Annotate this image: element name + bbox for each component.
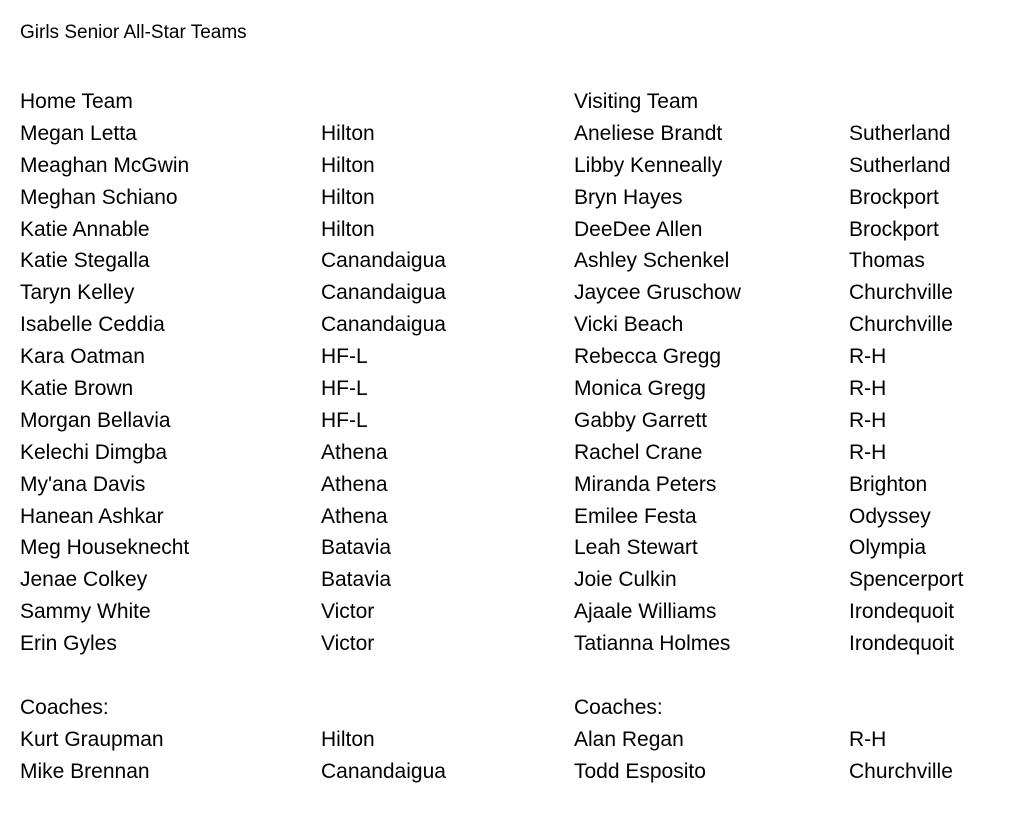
home-player-name: Sammy White (20, 600, 151, 624)
visiting-player-school: R-H (849, 408, 887, 432)
visiting-player-school: Sutherland (849, 153, 951, 177)
visiting-player-name: Bryn Hayes (574, 185, 683, 209)
visiting-coaches-label: Coaches: (574, 695, 663, 719)
home-player-name: Taryn Kelley (20, 281, 135, 305)
visiting-player-school: R-H (849, 440, 887, 464)
home-player-name: Katie Stegalla (20, 249, 150, 273)
visiting-player-school: Thomas (849, 249, 925, 273)
visiting-player-name: Leah Stewart (574, 536, 698, 560)
home-player-school: Batavia (321, 536, 392, 560)
visiting-player-school: Olympia (849, 536, 927, 560)
visiting-player-school: Irondequoit (849, 600, 955, 624)
home-player-name: Jenae Colkey (20, 568, 148, 592)
home-player-school: HF-L (321, 377, 368, 401)
home-team-schools-column (321, 86, 446, 788)
visiting-team-header: Visiting Team (574, 90, 699, 113)
visiting-player-name: Vicki Beach (574, 313, 684, 337)
visiting-player-name: Emilee Festa (574, 504, 697, 528)
visiting-player-school: Odyssey (849, 504, 931, 528)
home-coach-school: Hilton (321, 727, 375, 751)
visiting-player-school: R-H (849, 345, 887, 369)
home-player-school: Victor (321, 632, 375, 656)
visiting-player-school: Sutherland (849, 121, 951, 145)
home-coaches-label: Coaches: (20, 695, 109, 719)
home-coach-school: Canandaigua (321, 759, 446, 783)
spacer (321, 86, 446, 118)
home-team-header: Home Team (20, 90, 133, 113)
home-player-school: Canandaigua (321, 249, 446, 273)
home-player-school: Victor (321, 600, 375, 624)
visiting-player-name: Tatianna Holmes (574, 632, 731, 656)
visiting-player-school: Brockport (849, 185, 939, 209)
spacer (574, 660, 741, 692)
visiting-player-name: DeeDee Allen (574, 217, 703, 241)
home-player-name: Meg Houseknecht (20, 536, 190, 560)
visiting-team-names-column (574, 86, 741, 788)
spacer (321, 692, 446, 724)
home-player-school: Athena (321, 472, 388, 496)
home-player-school: Hilton (321, 217, 375, 241)
page-title: Girls Senior All-Star Teams (20, 22, 247, 43)
visiting-player-name: Rachel Crane (574, 440, 703, 464)
home-player-school: HF-L (321, 408, 368, 432)
spacer (849, 660, 963, 692)
spacer (849, 692, 963, 724)
visiting-player-name: Monica Gregg (574, 377, 706, 401)
visiting-coach-school: Churchville (849, 759, 953, 783)
visiting-player-school: Churchville (849, 313, 953, 337)
home-player-name: Hanean Ashkar (20, 504, 164, 528)
home-player-school: Canandaigua (321, 281, 446, 305)
home-player-name: Megan Letta (20, 121, 137, 145)
spacer (321, 660, 446, 692)
visiting-player-school: Churchville (849, 281, 953, 305)
home-coach-name: Mike Brennan (20, 759, 150, 783)
visiting-team-schools-column (849, 86, 963, 788)
home-player-school: Hilton (321, 153, 375, 177)
home-player-name: Erin Gyles (20, 632, 117, 656)
home-player-school: Hilton (321, 121, 375, 145)
visiting-player-name: Jaycee Gruschow (574, 281, 741, 305)
home-player-name: Meghan Schiano (20, 185, 178, 209)
visiting-player-name: Aneliese Brandt (574, 121, 723, 145)
home-coach-name: Kurt Graupman (20, 727, 164, 751)
home-player-school: Canandaigua (321, 313, 446, 337)
visiting-player-school: Spencerport (849, 568, 964, 592)
visiting-player-name: Miranda Peters (574, 472, 717, 496)
home-player-name: Katie Brown (20, 377, 134, 401)
home-player-school: Athena (321, 440, 388, 464)
visiting-player-name: Ajaale Williams (574, 600, 717, 624)
spacer (849, 86, 963, 118)
home-player-name: Kelechi Dimgba (20, 440, 168, 464)
visiting-player-name: Rebecca Gregg (574, 345, 722, 369)
visiting-player-name: Libby Kenneally (574, 153, 723, 177)
home-player-school: Hilton (321, 185, 375, 209)
home-player-name: Katie Annable (20, 217, 150, 241)
visiting-player-name: Ashley Schenkel (574, 249, 730, 273)
visiting-coach-school: R-H (849, 727, 887, 751)
home-player-name: My'ana Davis (20, 472, 146, 496)
visiting-player-school: Brighton (849, 472, 928, 496)
home-team-names-column (20, 86, 189, 788)
home-player-name: Meaghan McGwin (20, 153, 190, 177)
home-player-name: Kara Oatman (20, 345, 145, 369)
visiting-player-name: Joie Culkin (574, 568, 677, 592)
visiting-coach-name: Alan Regan (574, 727, 684, 751)
visiting-player-school: Brockport (849, 217, 939, 241)
visiting-coach-name: Todd Esposito (574, 759, 706, 783)
visiting-player-name: Gabby Garrett (574, 408, 708, 432)
visiting-player-school: R-H (849, 377, 887, 401)
visiting-player-school: Irondequoit (849, 632, 955, 656)
home-player-name: Isabelle Ceddia (20, 313, 165, 337)
home-player-school: Athena (321, 504, 388, 528)
home-player-school: HF-L (321, 345, 368, 369)
spacer (20, 660, 189, 692)
home-player-name: Morgan Bellavia (20, 408, 171, 432)
home-player-school: Batavia (321, 568, 392, 592)
